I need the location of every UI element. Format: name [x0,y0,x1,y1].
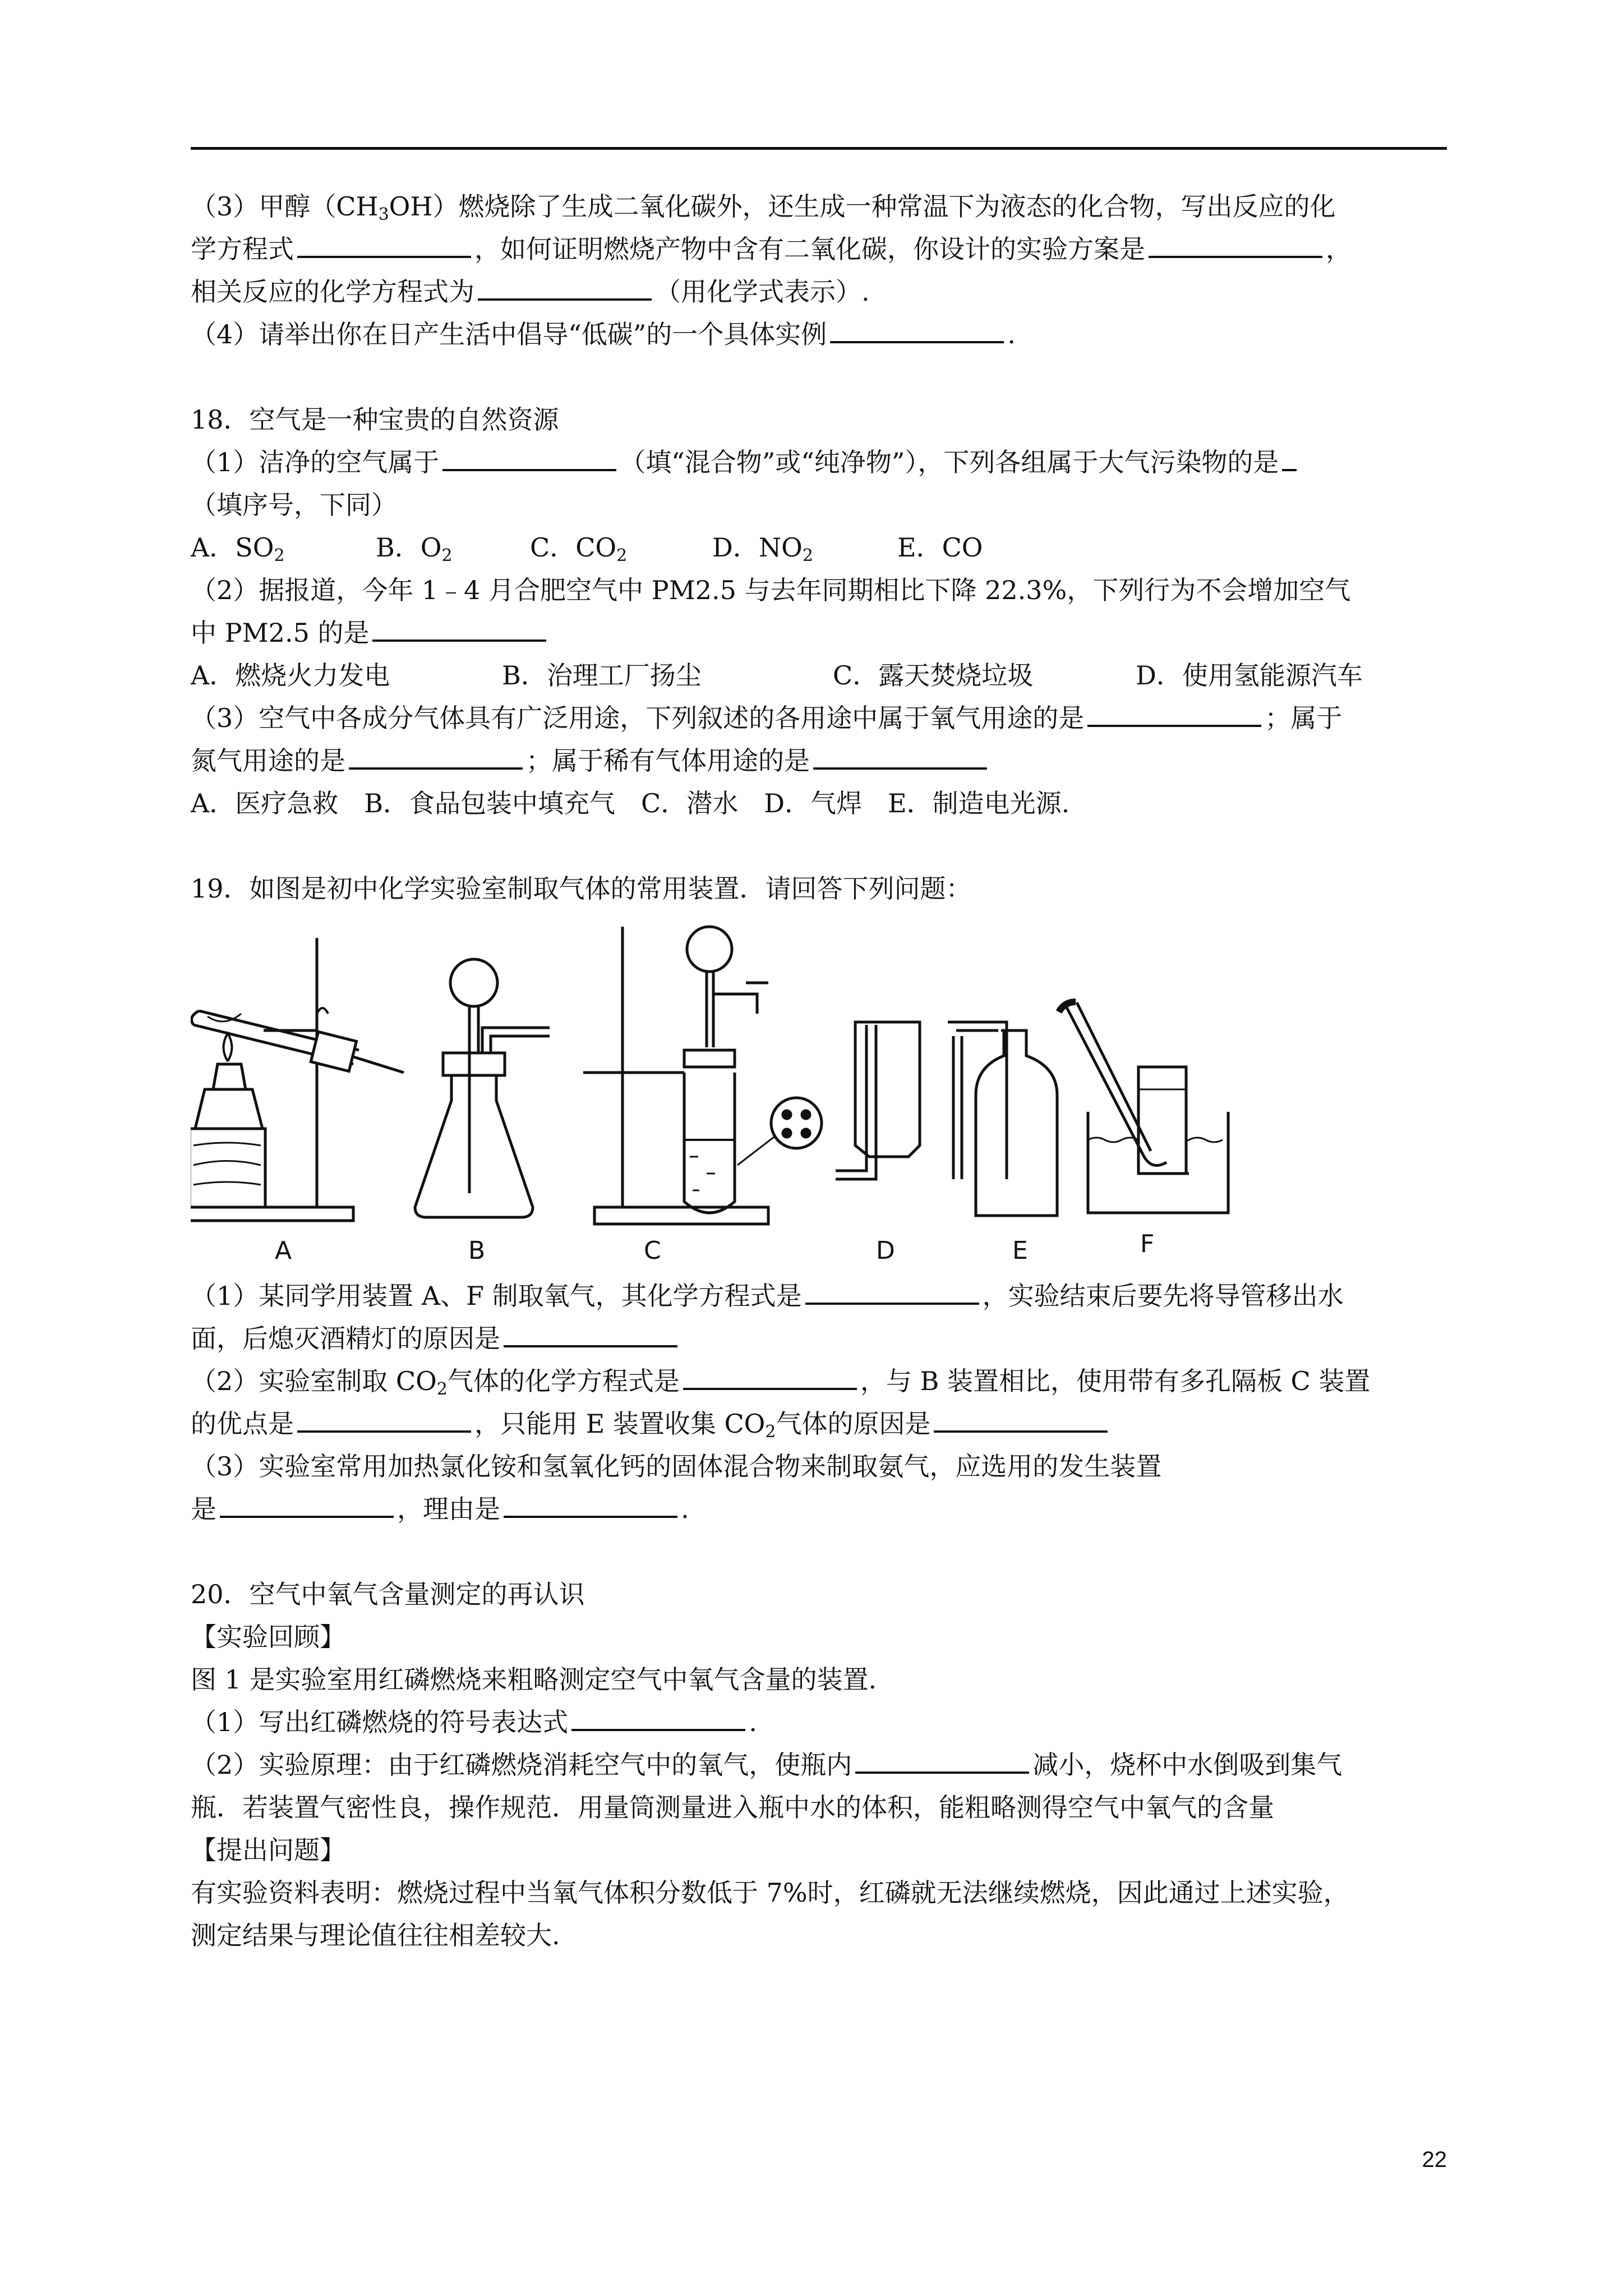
apparatus-figure [191,910,1447,1274]
q19-title: 19．如图是初中化学实验室制取气体的常用装置．请回答下列问题： [191,873,972,904]
q18-options-3: A．医疗急救 B．食品包装中填充气 C．潜水 D．气焊 E．制造电光源. [191,788,1070,818]
answer-blank[interactable] [349,767,523,770]
header-rule [191,147,1447,150]
option-d: D．$NO_2$ [712,532,813,565]
answer-blank[interactable] [1149,256,1322,258]
q19-part3-line2: 是 ，理由是 . [191,1494,689,1524]
option-e: E．CO [897,532,983,563]
page-number: 22 [1422,2147,1447,2172]
apparatus-c [583,927,822,1224]
q20-problem-line1: 有实验资料表明：燃烧过程中当氧气体积分数低于 7%时，红磷就无法继续燃烧，因此通过上述实验， [191,1878,1349,1908]
answer-blank[interactable] [504,1516,677,1518]
apparatus-drawing [191,910,1447,1274]
option-a: A．燃烧火力发电 [191,660,390,691]
q17-part3-line2: 学方程式 ，如何证明燃烧产物中含有二氧化碳，你设计的实验方案是 ， [191,234,1352,264]
answer-blank[interactable] [297,1430,471,1433]
q20-intro: 图 1 是实验室用红磷燃烧来粗略测定空气中氧气含量的装置. [191,1664,877,1695]
answer-blank[interactable] [504,1345,677,1347]
q17-part4: （4）请举出你在日产生活中倡导“低碳”的一个具体实例 . [191,319,1016,349]
q20-part2-line2: 瓶．若装置气密性良，操作规范．用量筒测量进入瓶中水的体积，能粗略测得空气中氧气的含量 [191,1792,1274,1823]
apparatus-e [948,1022,1057,1216]
q18-part1: （1）洁净的空气属于 （填“混合物”或“纯净物”），下列各组属于大气污染物的是 [191,441,1447,484]
answer-blank[interactable] [830,341,1004,343]
figure-label-d: D [876,1236,895,1265]
section-heading: 【提出问题】 [191,1835,345,1865]
answer-blank[interactable] [805,1303,979,1305]
answer-blank[interactable] [478,298,652,301]
option-a: A．$SO_2$ [191,532,285,565]
q17-part3-line1: （3）甲醇$(CH_3OH)$燃烧除了生成二氧化碳外，还生成一种常温下为液态的化合物，写出反应的化 [191,191,1336,224]
answer-blank[interactable] [1282,469,1297,471]
q19-part3-line1: （3）实验室常用加热氯化铵和氢氧化钙的固体混合物来制取氨气，应选用的发生装置 [191,1451,1162,1481]
figure-label-f: F [1140,1230,1155,1258]
q18-part2-line2: 中 PM2.5 的是 [191,611,1447,654]
figure-label-a: A [275,1236,292,1265]
apparatus-d [836,1022,920,1179]
q20-title: 20．空气中氧气含量测定的再认识 [191,1579,585,1609]
answer-blank[interactable] [442,469,616,471]
q19-part2-line2: 的优点是 ，只能用 E 装置收集 $CO_2$气体的原因是 [191,1402,1447,1445]
q20-problem-line2: 测定结果与理论值往往相差较大. [191,1920,560,1950]
q19-part2-line1: （2）实验室制取 $CO_2$气体的化学方程式是 ，与 B 装置相比，使用带有多孔隔板 C 装置 [191,1366,1371,1399]
apparatus-f [1059,1002,1228,1213]
figure-label-b: B [468,1236,486,1265]
answer-blank[interactable] [372,639,546,642]
figure-label-e: E [1012,1236,1028,1265]
answer-blank[interactable] [297,256,471,258]
q19-part1-line1: （1）某同学用装置 A、F 制取氧气，其化学方程式是 ，实验结束后要先将导管移出水 [191,1281,1344,1311]
q18-options-2 [191,654,1447,697]
q20-part1: （1）写出红磷燃烧的符号表达式 . [191,1707,757,1737]
apparatus-b [415,959,550,1217]
page-content [191,185,1447,1957]
q18-part3-line2: 氮气用途的是 ；属于稀有气体用途的是 [191,739,1447,782]
option-b: B．治理工厂扬尘 [502,660,702,691]
option-c: C．露天焚烧垃圾 [833,660,1034,691]
q18-part3-line1: （3）空气中各成分气体具有广泛用途，下列叙述的各用途中属于氧气用途的是 ；属于 [191,703,1343,733]
figure-label-c: C [644,1236,661,1265]
q18-part2-line1: （2）据报道，今年 1﹣4 月合肥空气中 PM2.5 与去年同期相比下降 22.3%，下列行为不会增加空气 [191,575,1351,605]
answer-blank[interactable] [934,1430,1108,1433]
q18-title: 18．空气是一种宝贵的自然资源 [191,404,559,435]
q18-part1-note: （填序号，下同） [191,490,397,520]
answer-blank[interactable] [855,1772,1029,1774]
answer-blank[interactable] [683,1388,857,1390]
q17-part3-line3: 相关反应的化学方程式为 （用化学式表示）. [191,277,870,307]
section-heading: 【实验回顾】 [191,1622,345,1652]
answer-blank[interactable] [813,767,987,770]
q20-part2-line1: （2）实验原理：由于红磷燃烧消耗空气中的氧气，使瓶内 减小，烧杯中水倒吸到集气 [191,1750,1343,1780]
answer-blank[interactable] [571,1729,745,1731]
answer-blank[interactable] [1087,725,1261,727]
q19-part1-line2: 面，后熄灭酒精灯的原因是 [191,1317,1447,1360]
apparatus-a [191,938,404,1221]
answer-blank[interactable] [220,1516,394,1518]
option-d: D．使用氢能源汽车 [1136,660,1363,691]
option-b: B．$O_2$ [376,532,453,565]
option-c: C．$CO_2$ [530,532,628,565]
q18-options-1 [191,526,1447,569]
